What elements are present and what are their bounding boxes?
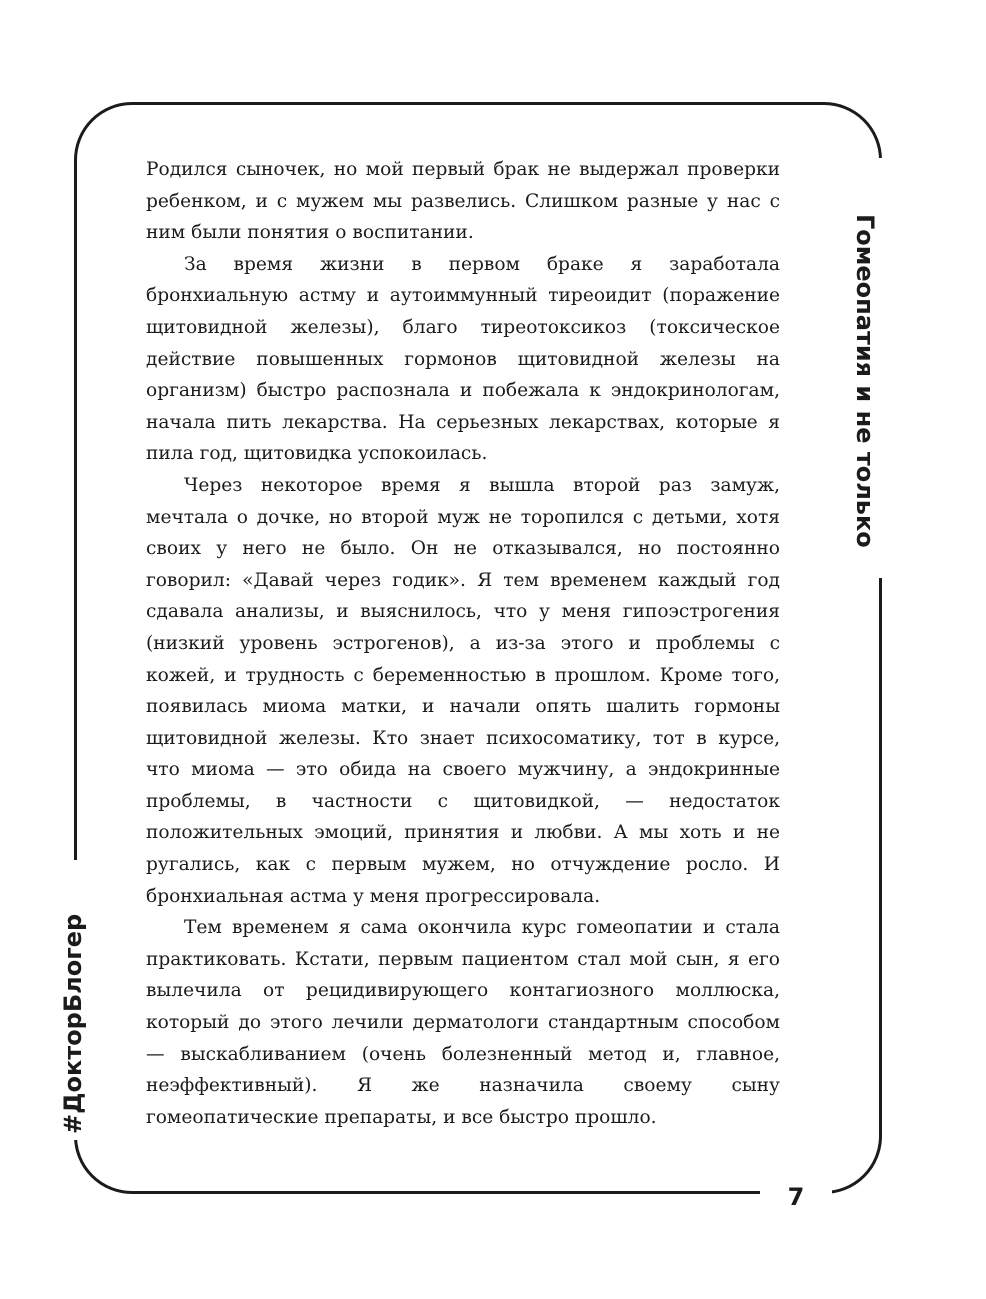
body-text xyxy=(146,154,780,1174)
paragraph: За время жизни в первом браке я заработала бронхиальную астму и аутоиммунный тиреоидит (поражение щитовидной железы), благо тиреотоксикоз (токсическое действие повышенных гормонов щитовидной железы на организм) быстро распознала и побежала к эндокринологам, начала пить лекарства. На серьезных лекарствах, которые я пила год, щитовидка успокоилась. xyxy=(146,253,780,465)
paragraph: Через некоторое время я вышла второй раз замуж, мечтала о дочке, но второй муж не торопился с детьми, хотя своих у него не было. Он не отказывался, но постоянно говорил: «Давай через годик». Я тем временем каждый год сдавала анализы, и выяснилось, что у меня гипоэстрогения (низкий уровень эстрогенов), а из-за этого и проблемы с кожей, и трудность с беременностью в прошлом. Кроме того, появилась миома матки, и начали опять шалить гормоны щитовидной железы. Кто знает психосоматику, тот в курсе, что миома — это обида на своего мужчину, а эндокринные проблемы, в частности с щитовидкой, — недостаток положительных эмоций, принятия и любви. А мы хоть и не ругались, как с первым мужем, но отчуждение росло. И бронхиальная астма у меня прогрессировала. xyxy=(146,474,780,907)
running-tag: #ДокторБлогер xyxy=(59,913,87,1134)
paragraph: Родился сыночек, но мой первый брак не выдержал проверки ребенком, и с мужем мы развелись. Слишком разные у нас с ним были понятия о воспитании. xyxy=(146,159,780,244)
running-title: Гомеопатия и не только xyxy=(851,214,879,548)
paragraph: Тем временем я сама окончила курс гомеопатии и стала практиковать. Кстати, первым пациентом стал мой сын, я его вылечила от рецидивирующего контагиозного моллюска, который до этого лечили дерматологи стандартным способом — выскабливанием (очень болезненный метод и, главное, неэффективный). Я же назначила своему сыну гомеопатические препараты, и все быстро прошло. xyxy=(146,917,780,1128)
page-number: 7 xyxy=(787,1183,805,1211)
